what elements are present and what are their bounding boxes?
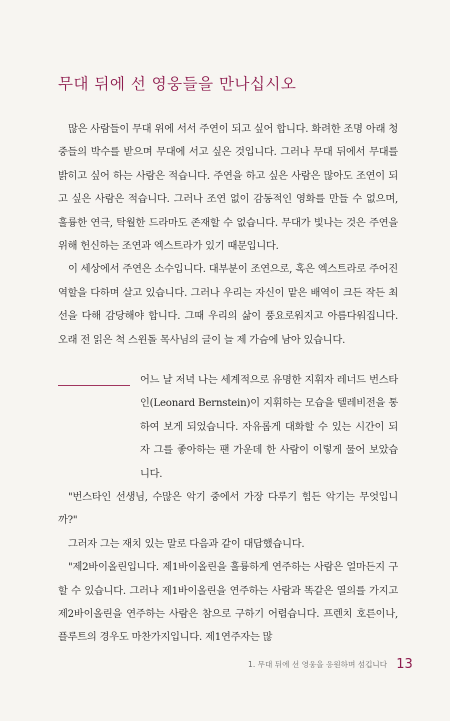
body-section-quote [58,369,398,650]
running-head: 1. 무대 뒤에 선 영웅을 응원하며 섬깁니다 [248,660,388,669]
paragraph: 어느 날 저녁 나는 세계적으로 유명한 지휘자 레너드 번스타인(Leonard Bernstein)이 지휘하는 모습을 텔레비전을 통하여 보게 되었습니다. 자유롭게 대화할 수 있는 시간이 되자 그를 좋아하는 팬 가운데 한 사람이 이렇게 물어 보았습니다. [140,375,398,480]
paragraph: "번스타인 선생님, 수많은 악기 중에서 가장 다루기 힘든 악기는 무엇입니까?" [58,492,398,527]
paragraph: "제2바이올린입니다. 제1바이올린을 훌륭하게 연주하는 사람은 얼마든지 구할 수 있습니다. 그러나 제1바이올린을 연주하는 사람과 똑같은 열의를 가지고 제2바이올린을 연주하는 사람은 참으로 구하기 어렵습니다. 프렌치 호른이나, 플루트의 경우도 마찬가지입니다. 제1연주자는 많 [58,562,398,644]
page-number: 13 [396,657,413,672]
paragraph: 이 세상에서 주연은 소수입니다. 대부분이 조연으로, 혹은 엑스트라로 주어진 역할을 다하며 살고 있습니다. 그러나 우리는 자신이 맡은 배역이 크든 작든 최선을 다해 감당해야 합니다. 그때 우리의 삶이 풍요로워지고 아름다워집니다. 오래 전 읽은 척 스윈돌 목사님의 글이 늘 제 가슴에 남아 있습니다. [58,264,398,346]
body-section-intro [58,118,398,352]
page-footer [248,654,413,673]
paragraph: 그러자 그는 재치 있는 말로 다음과 같이 대답했습니다. [68,538,305,550]
paragraph: 많은 사람들이 무대 위에 서서 주연이 되고 싶어 합니다. 화려한 조명 아래 청중들의 박수를 받으며 무대에 서고 싶은 것입니다. 그러나 무대 뒤에서 무대를 밝히고 싶어 하는 사람은 적습니다. 주연을 하고 싶은 사람은 많아도 조연이 되고 싶은 사람은 적습니다. 그러나 조연 없이 감동적인 영화를 만들 수 없으며, 훌륭한 연극, 탁월한 드라마도 존재할 수 없습니다. 무대가 빛나는 것은 주연을 위해 헌신하는 조연과 엑스트라가 있기 때문입니다. [58,124,398,253]
chapter-title: 무대 뒤에 선 영웅들을 만나십시오 [58,75,297,93]
